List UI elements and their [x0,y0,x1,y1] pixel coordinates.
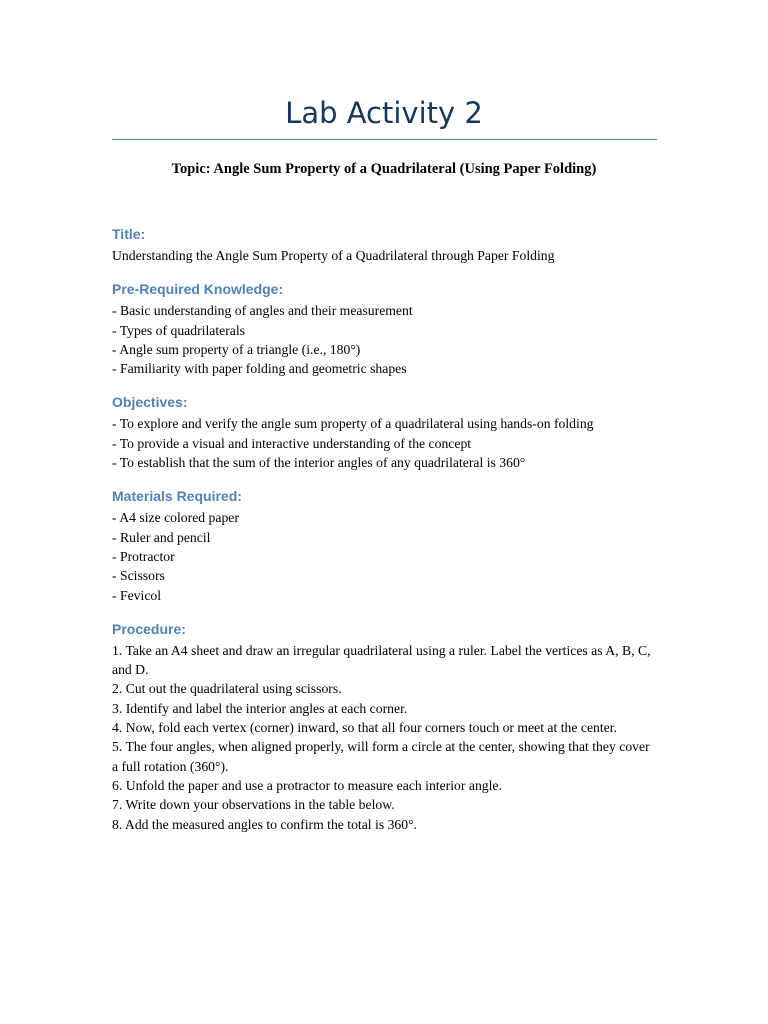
section-objectives [112,393,656,472]
list-item: - Angle sum property of a triangle (i.e., 180°) [112,341,361,357]
title-divider [112,139,657,140]
title-text: Understanding the Angle Sum Property of a Quadrilateral through Paper Folding [112,248,555,263]
procedure-step: 1. Take an A4 sheet and draw an irregular quadrilateral using a ruler. Label the vertices as A, B, C, and D. [112,642,651,678]
procedure-step: 4. Now, fold each vertex (corner) inward, so that all four corners touch or meet at the center. [112,720,617,736]
procedure-step: 5. The four angles, when aligned properly, will form a circle at the center, showing that they cover a full rotation (360°). [112,739,650,774]
section-prerequisites [112,280,656,378]
section-heading-objectives: Objectives: [112,394,188,411]
section-heading-procedure: Procedure: [112,620,186,637]
list-item: - A4 size colored paper [112,510,239,526]
list-item: - Familiarity with paper folding and geometric shapes [112,361,407,377]
procedure-step: 2. Cut out the quadrilateral using scissors. [112,681,342,697]
section-materials [112,487,656,604]
list-item: - Types of quadrilaterals [112,322,245,338]
list-item: - To provide a visual and interactive understanding of the concept [112,435,472,451]
list-item: - Protractor [112,548,175,564]
procedure-step: 8. Add the measured angles to confirm the total is 360°. [112,816,418,832]
list-item: - To establish that the sum of the interior angles of any quadrilateral is 360° [112,455,526,471]
section-heading-prerequisites: Pre-Required Knowledge: [112,281,284,298]
section-heading-title: Title: [112,226,146,242]
list-item: - To explore and verify the angle sum property of a quadrilateral using hands-on folding [112,416,594,432]
procedure-step: 7. Write down your observations in the table below. [112,797,395,813]
document-title: Lab Activity 2 [285,96,483,130]
procedure-step: 3. Identify and label the interior angles at each corner. [112,700,408,716]
topic-line: Topic: Angle Sum Property of a Quadrilateral (Using Paper Folding) [171,161,597,177]
list-item: - Scissors [112,568,165,584]
list-item: - Fevicol [112,587,162,603]
section-title [112,225,656,265]
section-heading-materials: Materials Required: [112,488,242,505]
list-item: - Basic understanding of angles and their measurement [112,303,413,319]
procedure-step: 6. Unfold the paper and use a protractor to measure each interior angle. [112,777,502,793]
section-procedure [112,620,656,834]
list-item: - Ruler and pencil [112,529,211,545]
